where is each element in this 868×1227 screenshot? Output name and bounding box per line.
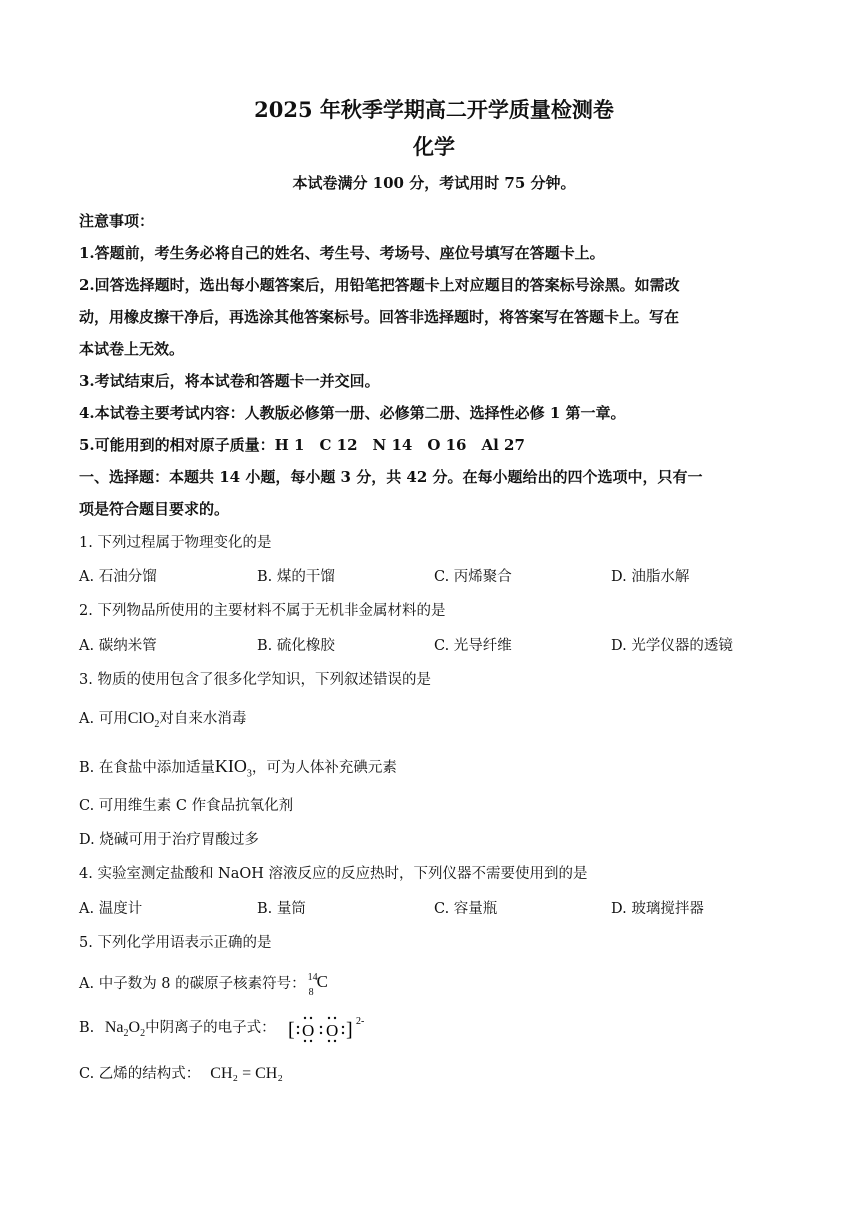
question-3-stem: 3. 物质的使用包含了很多化学知识，下列叙述错误的是 xyxy=(79,672,431,688)
kio3-symbol: KIO xyxy=(214,756,247,776)
option-b-suffix: ，可为人体补充碘元素 xyxy=(251,760,397,776)
section-1-line-1: 一、选择题：本题共 14 小题，每小题 3 分，共 42 分。在每小题给出的四个选项中，只有一 xyxy=(79,468,703,486)
note-2-line-3: 本试卷上无效。 xyxy=(79,340,185,358)
note-5: 5.可能用到的相对原子质量：H 1 C 12 N 14 O 16 Al 27 xyxy=(79,436,525,454)
question-1-stem: 1. 下列过程属于物理变化的是 xyxy=(79,535,272,551)
o-symbol: O xyxy=(128,1019,141,1036)
question-2-option-b: B. 硫化橡胶 xyxy=(257,638,335,654)
question-2-option-d: D. 光学仪器的透镜 xyxy=(611,638,733,654)
question-4-option-b: B. 量筒 xyxy=(257,901,306,917)
question-2-stem: 2. 下列物品所使用的主要材料不属于无机非金属材料的是 xyxy=(79,603,446,619)
ethylene-structural-formula: CH₂ = CH₂ xyxy=(210,1065,283,1082)
clo2-symbol: ClO xyxy=(127,710,155,727)
question-3-option-c: C. 可用维生素 C 作食品抗氧化剂 xyxy=(79,798,294,814)
ion-charge: 2- xyxy=(356,1016,365,1027)
option-b-prefix: B. xyxy=(79,1020,95,1036)
option-a-prefix: A. 中子数为 8 的碳原子核素符号： xyxy=(79,976,306,992)
right-bracket: ] xyxy=(346,1019,353,1041)
question-3-option-b xyxy=(79,756,397,785)
na-symbol: Na xyxy=(104,1019,124,1036)
kio3-formula xyxy=(214,756,252,780)
element-symbol: C xyxy=(316,972,328,991)
nuclide-symbol xyxy=(306,972,332,996)
note-4: 4.本试卷主要考试内容：人教版必修第一册、必修第二册、选择性必修 1 第一章。 xyxy=(79,404,626,422)
note-1: 1.答题前，考生务必将自己的姓名、考生号、考场号、座位号填写在答题卡上。 xyxy=(79,244,605,262)
section-1-line-2: 项是符合题目要求的。 xyxy=(79,500,230,518)
oxygen-atom-2: O xyxy=(326,1021,339,1040)
option-b-prefix: B. 在食盐中添加适量 xyxy=(79,760,215,776)
peroxide-electron-formula xyxy=(286,1012,376,1046)
question-4-option-a: A. 温度计 xyxy=(79,901,143,917)
na-subscript: 2 xyxy=(123,1028,129,1040)
question-1-option-b: B. 煤的干馏 xyxy=(257,569,335,585)
note-3: 3.考试结束后，将本试卷和答题卡一并交回。 xyxy=(79,372,380,390)
question-5-option-b xyxy=(79,1018,276,1044)
subject-title: 化学 xyxy=(413,134,455,159)
exam-info: 本试卷满分 100 分，考试用时 75 分钟。 xyxy=(292,174,576,192)
clo2-subscript: 2 xyxy=(154,719,160,731)
atomic-number: 8 xyxy=(308,987,314,998)
mass-number: 14 xyxy=(307,972,318,983)
question-4-option-d: D. 玻璃搅拌器 xyxy=(611,901,704,917)
question-5-option-c xyxy=(79,1064,283,1084)
option-a-suffix: 对自来水消毒 xyxy=(159,711,247,727)
question-1-option-d: D. 油脂水解 xyxy=(611,569,690,585)
note-2-line-2: 动，用橡皮擦干净后，再选涂其他答案标号。回答非选择题时，将答案写在答题卡上。写在 xyxy=(79,308,680,326)
note-2-line-1: 2.回答选择题时，选出每小题答案后，用铅笔把答题卡上对应题目的答案标号涂黑。如需改 xyxy=(79,276,680,294)
option-b-middle: 中阴离子的电子式： xyxy=(145,1020,276,1036)
question-1-option-a: A. 石油分馏 xyxy=(79,569,157,585)
na2o2-formula xyxy=(104,1019,146,1040)
kio3-subscript: 3 xyxy=(246,768,252,780)
question-2-option-a: A. 碳纳米管 xyxy=(79,638,157,654)
question-4-stem: 4. 实验室测定盐酸和 NaOH 溶液反应的反应热时，下列仪器不需要使用到的是 xyxy=(79,866,588,882)
question-3-option-a xyxy=(79,709,246,735)
left-bracket: [ xyxy=(288,1019,295,1041)
question-2-option-c: C. 光导纤维 xyxy=(434,638,512,654)
page-title: 2025 年秋季学期高二开学质量检测卷 xyxy=(254,97,614,122)
clo2-formula xyxy=(127,710,160,731)
oxygen-atom-1: O xyxy=(302,1021,315,1040)
option-a-prefix: A. 可用 xyxy=(79,711,128,727)
question-3-option-d: D. 烧碱可用于治疗胃酸过多 xyxy=(79,832,259,848)
question-1-option-c: C. 丙烯聚合 xyxy=(434,569,512,585)
question-5-stem: 5. 下列化学用语表示正确的是 xyxy=(79,935,272,951)
notes-heading: 注意事项： xyxy=(79,212,155,230)
question-5-option-a xyxy=(79,972,332,996)
o-subscript: 2 xyxy=(140,1028,146,1040)
question-4-option-c: C. 容量瓶 xyxy=(434,901,498,917)
option-c-prefix: C. 乙烯的结构式： xyxy=(79,1066,201,1082)
